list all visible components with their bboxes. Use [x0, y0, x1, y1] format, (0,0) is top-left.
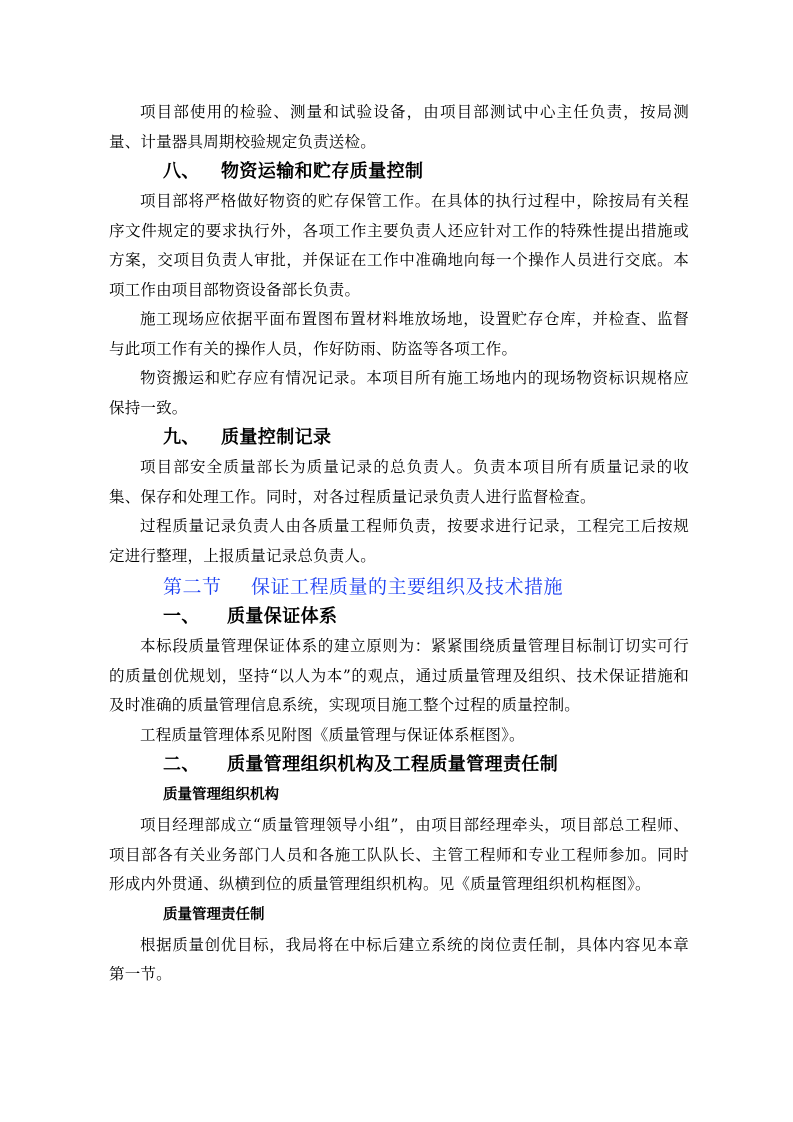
paragraph: 项目部安全质量部长为质量记录的总负责人。负责本项目所有质量记录的收集、保存和处理工作。同时，对各过程质量记录负责人进行监督检查。 — [109, 458, 689, 506]
section-title: 质量控制记录 — [221, 427, 332, 448]
section-number: 二、 — [163, 754, 200, 775]
paragraph: 本标段质量管理保证体系的建立原则为：紧紧围绕质量管理目标制订切实可行的质量创优规划，坚持“以人为本”的观点，通过质量管理及组织、技术保证措施和及时准确的质量管理信息系统，实现项目施工整个过程的质量控制。 — [109, 637, 689, 714]
section-heading-2 — [109, 750, 689, 780]
paragraph: 物资搬运和贮存应有情况记录。本项目所有施工场地内的现场物资标识规格应保持一致。 — [109, 369, 689, 417]
section-title: 物资运输和贮存质量控制 — [221, 161, 424, 182]
paragraph: 施工现场应依据平面布置图布置材料堆放场地，设置贮存仓库，并检查、监督与此项工作有关的操作人员，作好防雨、防盗等各项工作。 — [109, 310, 689, 358]
paragraph: 过程质量记录负责人由各质量工程师负责，按要求进行记录，工程完工后按规定进行整理，上报质量记录总负责人。 — [109, 517, 689, 565]
subheading-organization: 质量管理组织机构 — [163, 787, 279, 803]
section-heading-8 — [109, 157, 689, 187]
section-number: 九、 — [163, 427, 200, 448]
paragraph: 项目经理部成立“质量管理领导小组”，由项目部经理牵头，项目部总工程师、项目部各有关业务部门人员和各施工队队长、主管工程师和专业工程师参加。同时形成内外贯通、纵横到位的质量管理组织机构。见《质量管理组织机构框图》。 — [109, 816, 689, 893]
section-number: 一、 — [163, 606, 200, 627]
paragraph: 工程质量管理体系见附图《质量管理与保证体系框图》。 — [140, 725, 525, 744]
section-heading-9 — [109, 423, 689, 453]
paragraph: 项目部将严格做好物资的贮存保管工作。在具体的执行过程中，除按局有关程序文件规定的要求执行外，各项工作主要负责人还应针对工作的特殊性提出措施或方案，交项目负责人审批，并保证在工作中准确地向每一个操作人员进行交底。本项工作由项目部物资设备部长负责。 — [109, 192, 689, 299]
document-page — [109, 98, 689, 990]
chapter-title: 保证工程质量的主要组织及技术措施 — [251, 576, 564, 598]
section-title: 质量保证体系 — [227, 606, 338, 627]
section-title: 质量管理组织机构及工程质量管理责任制 — [227, 754, 559, 775]
subheading-responsibility: 质量管理责任制 — [163, 906, 265, 923]
section-number: 八、 — [163, 161, 200, 182]
chapter-heading — [109, 572, 689, 602]
chapter-number: 第二节 — [163, 576, 222, 598]
paragraph: 根据质量创优目标，我局将在中标后建立系统的岗位责任制，具体内容见本章第一节。 — [109, 935, 689, 983]
paragraph: 项目部使用的检验、测量和试验设备，由项目部测试中心主任负责，按局测量、计量器具周期校验规定负责送检。 — [109, 103, 689, 151]
section-heading-1 — [109, 602, 689, 632]
